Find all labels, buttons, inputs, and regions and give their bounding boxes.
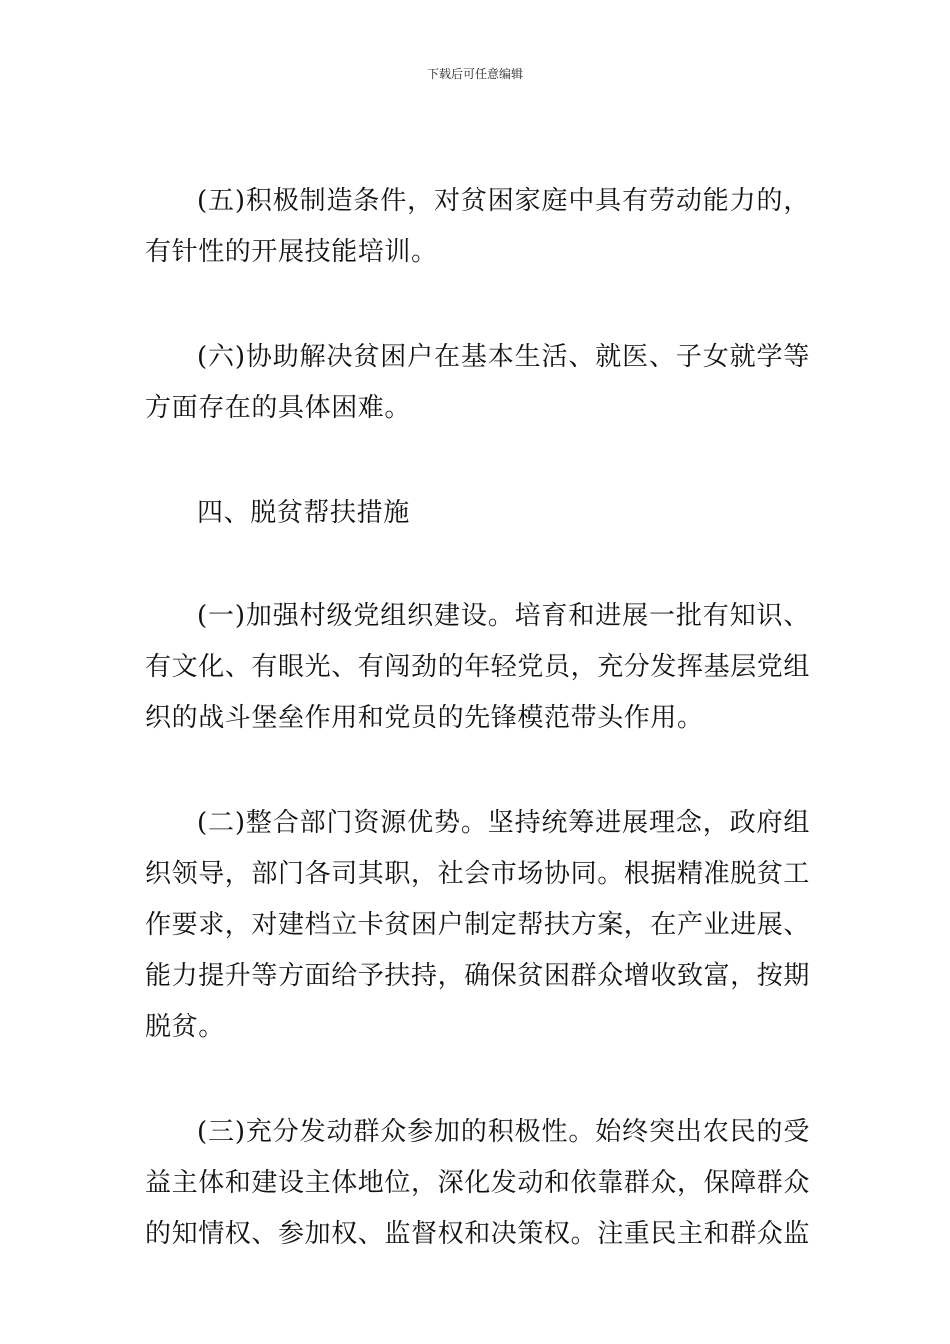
paragraph-item-5: (五)积极制造条件，对贫困家庭中具有劳动能力的，有针性的开展技能培训。 [145,186,810,267]
paragraph-measure-2: (二)整合部门资源优势。坚持统筹进展理念，政府组织领导，部门各司其职，社会市场协同。根据精准脱贫工作要求，对建档立卡贫困户制定帮扶方案，在产业进展、能力提升等方面给予扶持，确保贫困群众增收致富，按期脱贫。 [145,808,811,1042]
page-header: 下载后可任意编辑 [426,67,523,81]
paragraph-item-6: (六)协助解决贫困户在基本生活、就医、子女就学等方面存在的具体困难。 [145,342,810,423]
paragraph-measure-3: (三)充分发动群众参加的积极性。始终突出农民的受益主体和建设主体地位，深化发动和依靠群众，保障群众的知情权、参加权、监督权和决策权。注重民主和群众监 [145,1117,811,1249]
section-heading: 四、脱贫帮扶措施 [197,498,410,528]
paragraph-measure-1: (一)加强村级党组织建设。培育和进展一批有知识、有文化、有眼光、有闯劲的年轻党员，充分发挥基层党组织的战斗堡垒作用和党员的先锋模范带头作用。 [145,601,811,733]
document-body [145,176,810,1314]
